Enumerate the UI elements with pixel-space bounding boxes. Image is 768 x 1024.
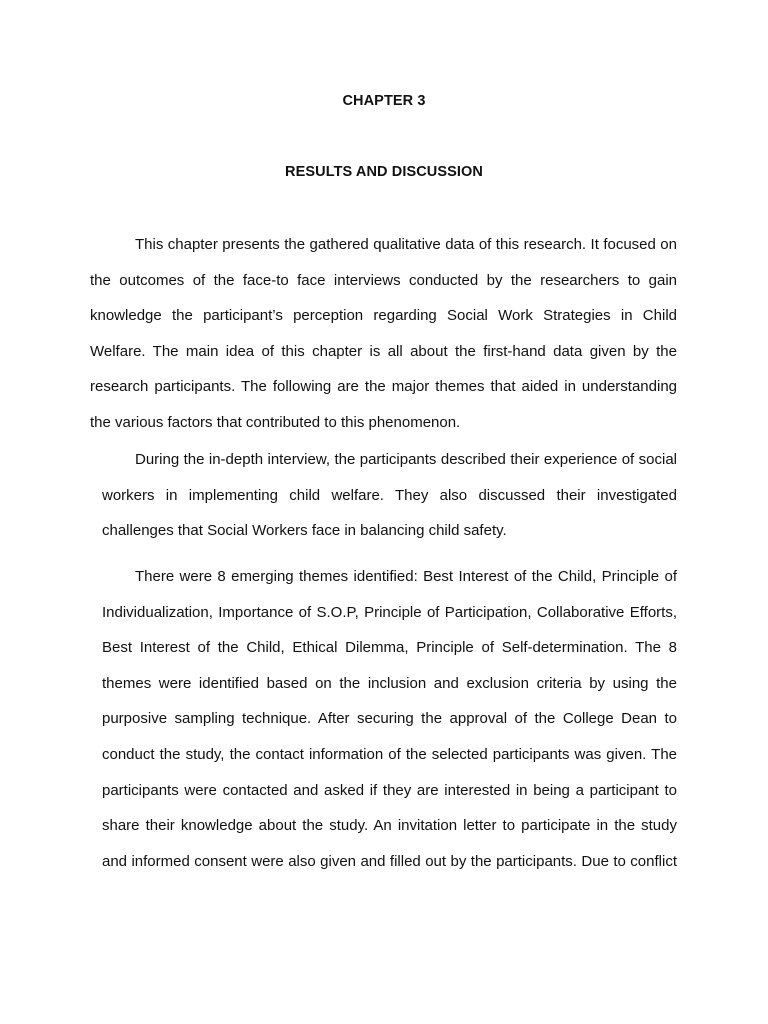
paragraph-line: During the in-depth interview, the participants described their experience of social: [135, 451, 677, 468]
paragraph-line: Individualization, Importance of S.O.P, Principle of Participation, Collaborative Efforts,: [102, 603, 677, 621]
paragraph-line: research participants. The following are the major themes that aided in understanding: [90, 378, 677, 396]
paragraph-line: challenges that Social Workers face in balancing child safety.: [102, 522, 507, 540]
paragraph-line: conduct the study, the contact information of the selected participants was given. The: [102, 745, 677, 763]
paragraph-line: workers in implementing child welfare. They also discussed their investigated: [102, 486, 677, 504]
paragraph-interview: [90, 450, 677, 557]
paragraph-line: the outcomes of the face-to face interviews conducted by the researchers to gain: [90, 271, 677, 289]
paragraph-line: share their knowledge about the study. An invitation letter to participate in the study: [102, 817, 677, 835]
paragraph-line: participants were contacted and asked if they are interested in being a participant to: [102, 781, 677, 799]
paragraph-line: This chapter presents the gathered qualitative data of this research. It focused on: [135, 236, 677, 253]
paragraph-line: themes were identified based on the inclusion and exclusion criteria by using the: [102, 674, 677, 692]
chapter-heading: CHAPTER 3: [342, 93, 426, 109]
paragraph-line: Welfare. The main idea of this chapter is all about the first-hand data given by the: [90, 342, 677, 360]
paragraph-line: knowledge the participant’s perception regarding Social Work Strategies in Child: [90, 307, 677, 325]
paragraph-introduction: [90, 235, 677, 449]
paragraph-themes: [90, 567, 677, 887]
section-title: RESULTS AND DISCUSSION: [285, 164, 483, 180]
paragraph-line: There were 8 emerging themes identified: Best Interest of the Child, Principle of: [135, 568, 677, 585]
paragraph-line: purposive sampling technique. After securing the approval of the College Dean to: [102, 710, 677, 728]
paragraph-line: and informed consent were also given and filled out by the participants. Due to conflict: [102, 852, 677, 870]
paragraph-line: Best Interest of the Child, Ethical Dilemma, Principle of Self-determination. The 8: [102, 639, 677, 657]
paragraph-line: the various factors that contributed to this phenomenon.: [90, 413, 461, 431]
